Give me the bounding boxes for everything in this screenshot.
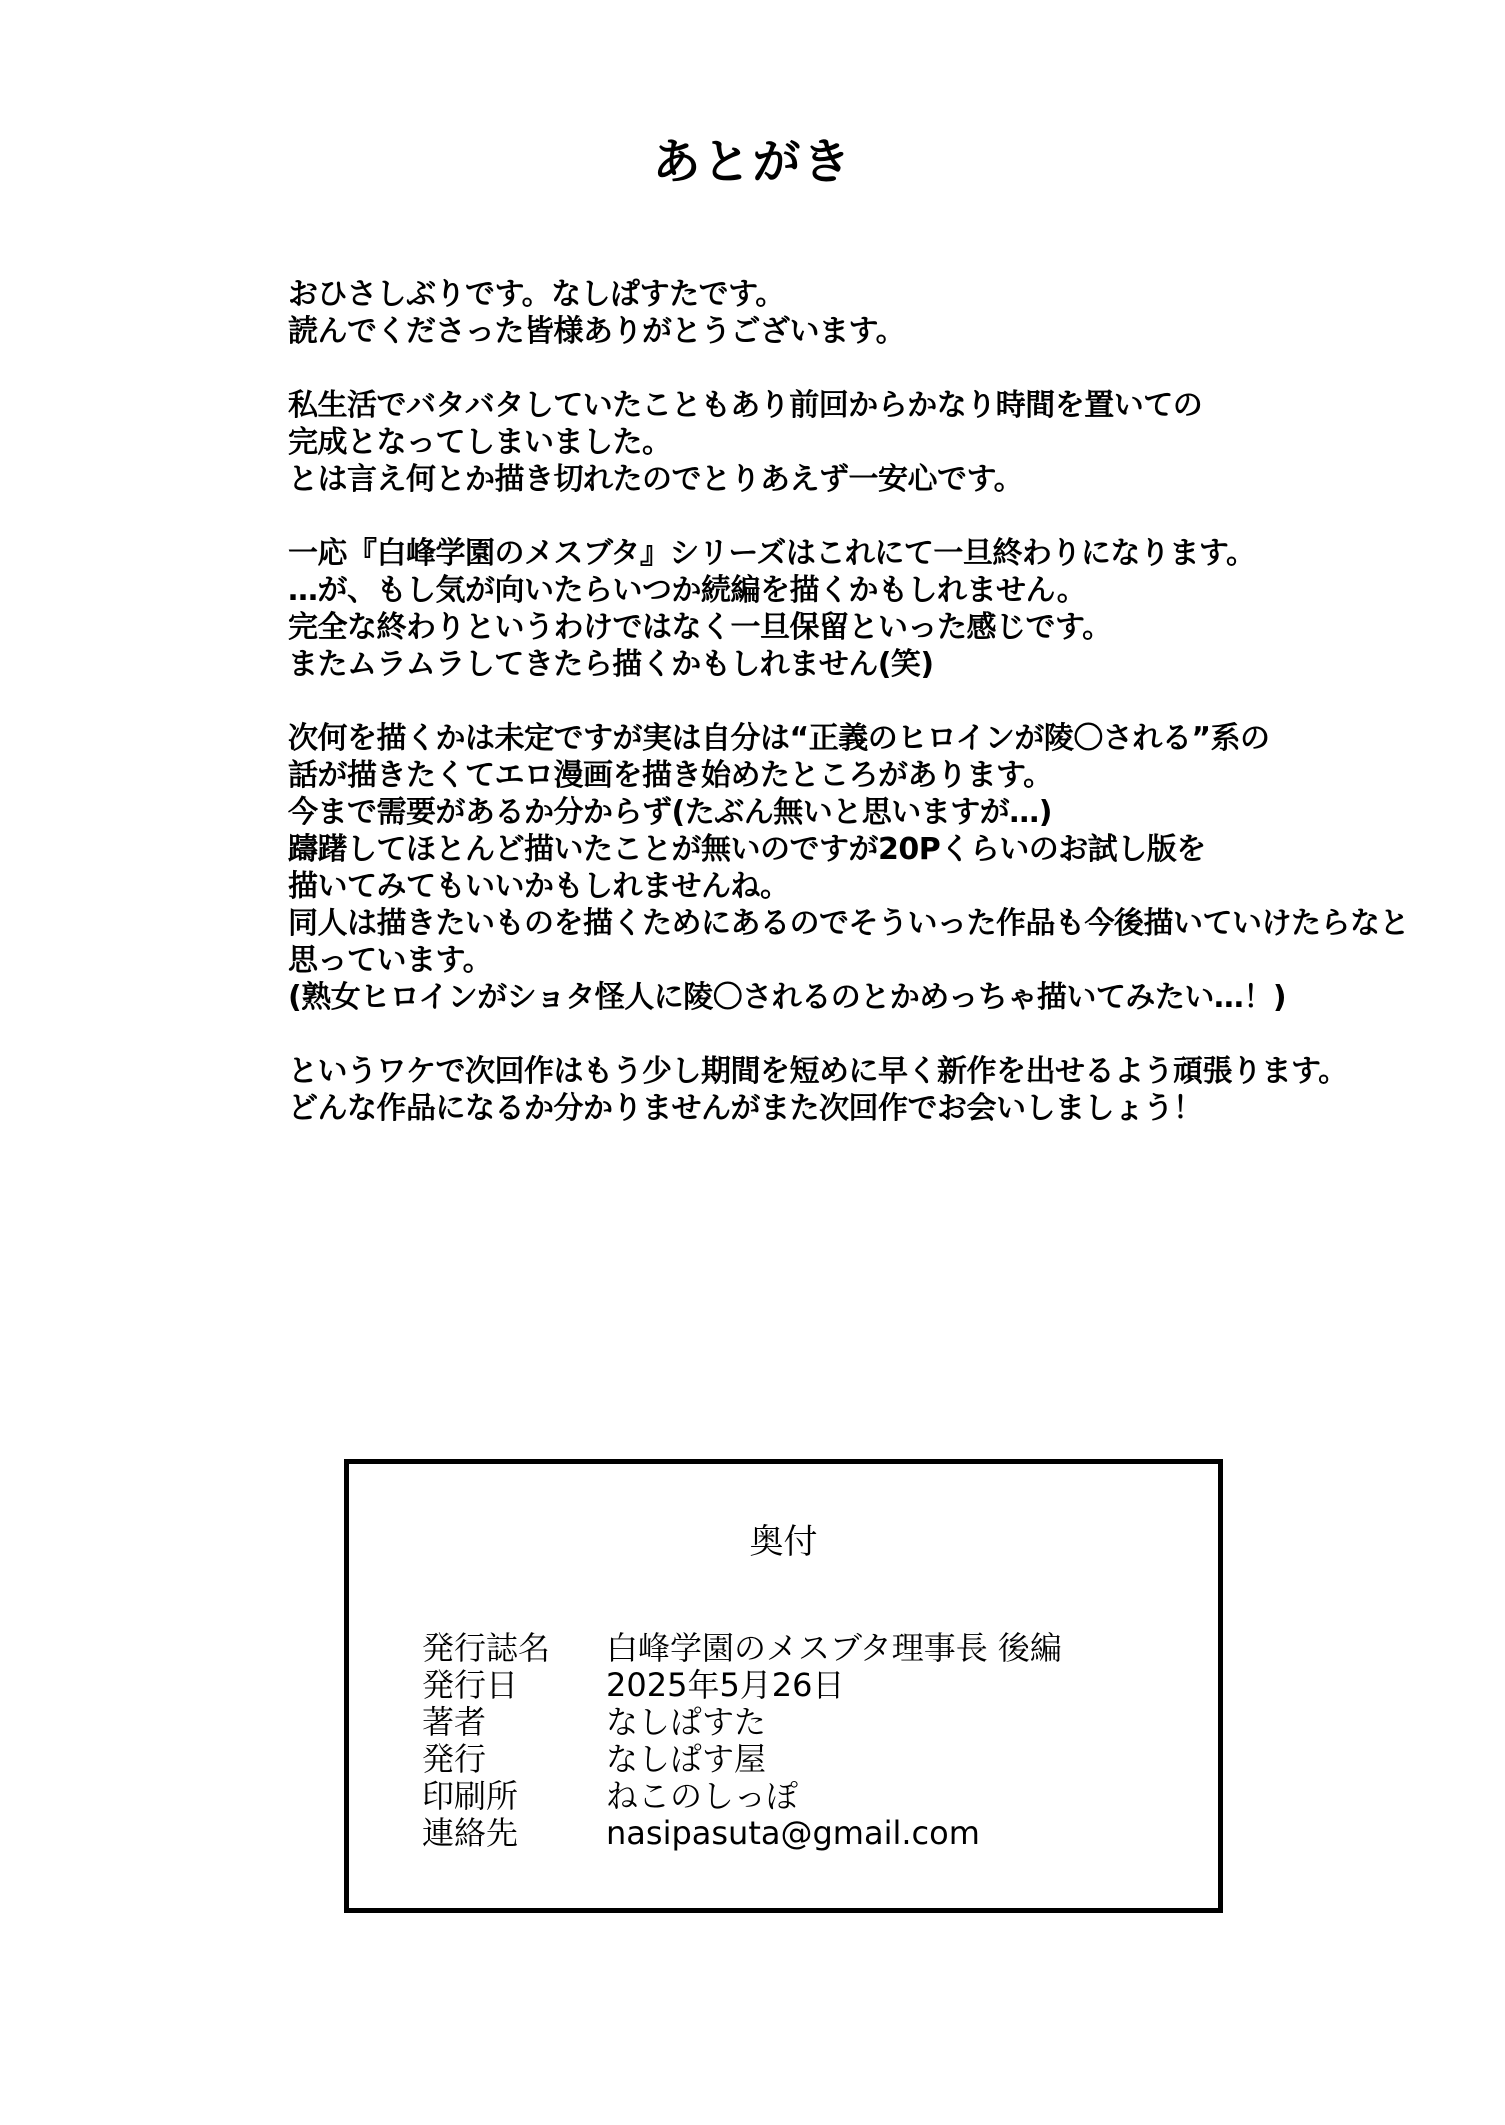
afterword-line: 私生活でバタバタしていたこともあり前回からかなり時間を置いての (288, 388, 1203, 423)
afterword-line: 次何を描くかは未定ですが実は自分は“正義のヒロインが陵〇される”系の (288, 721, 1270, 756)
colophon-row-author (422, 1704, 1062, 1741)
afterword-line: おひさしぶりです。なしぱすたです。 (288, 277, 785, 312)
afterword-line: 描いてみてもいいかもしれませんね。 (288, 869, 790, 904)
afterword-line: とは言え何とか描き切れたのでとりあえず一安心です。 (288, 462, 1024, 497)
colophon-box (344, 1459, 1223, 1913)
afterword-line: どんな作品になるか分かりませんがまた次回作でお会いしましょう！ (288, 1091, 1203, 1126)
afterword-line: 完成となってしまいました。 (288, 425, 672, 460)
colophon-table (422, 1630, 1062, 1852)
afterword-body (288, 276, 1448, 1164)
colophon-value: 白峰学園のメスブタ理事長 後編 (606, 1629, 1062, 1667)
colophon-value: なしぱすた (606, 1703, 767, 1741)
contact-email: nasipasuta@gmail.com (606, 1814, 980, 1852)
colophon-row-title (422, 1630, 1062, 1667)
afterword-line: というワケで次回作はもう少し期間を短めに早く新作を出せるよう頑張ります。 (288, 1054, 1348, 1089)
colophon-value: なしぱす屋 (606, 1740, 767, 1778)
colophon-label: 著者 (422, 1703, 487, 1741)
afterword-paragraph (288, 720, 1448, 1016)
afterword-paragraph (288, 535, 1448, 683)
colophon-value: 2025年5月26日 (606, 1666, 845, 1704)
colophon-row-contact (422, 1815, 1062, 1852)
colophon-label: 発行日 (422, 1666, 519, 1704)
afterword-paragraph (288, 1053, 1448, 1127)
colophon-row-date (422, 1667, 1062, 1704)
afterword-paragraph (288, 387, 1448, 498)
afterword-line: 今まで需要があるか分からず(たぶん無いと思いますが…) (288, 795, 1052, 830)
afterword-line: 話が描きたくてエロ漫画を描き始めたところがあります。 (288, 758, 1053, 793)
afterword-line: …が、もし気が向いたらいつか続編を描くかもしれません。 (288, 573, 1087, 608)
afterword-line: 完全な終わりというわけではなく一旦保留といった感じです。 (288, 610, 1112, 645)
afterword-line: 思っています。 (288, 943, 493, 978)
colophon-label: 連絡先 (422, 1814, 519, 1852)
colophon-label: 発行 (422, 1740, 487, 1778)
afterword-line: 躊躇してほとんど描いたことが無いのですが20Pくらいのお試し版を (288, 832, 1206, 867)
colophon-row-printer (422, 1778, 1062, 1815)
colophon-heading: 奥付 (749, 1522, 818, 1562)
afterword-line: 同人は描きたいものを描くためにあるのでそういった作品も今後描いていけたらなと (288, 906, 1409, 941)
colophon-label: 発行誌名 (422, 1629, 551, 1667)
afterword-line: 一応『白峰学園のメスブタ』シリーズはこれにて一旦終わりになります。 (288, 536, 1256, 571)
afterword-line: またムラムラしてきたら描くかもしれません(笑) (288, 647, 934, 682)
page-title: あとがき (652, 134, 853, 190)
colophon-value: ねこのしっぽ (606, 1777, 799, 1815)
colophon-row-publisher (422, 1741, 1062, 1778)
afterword-line: 読んでくださった皆様ありがとうございます。 (288, 314, 906, 349)
afterword-line: (熟女ヒロインがショタ怪人に陵〇されるのとかめっちゃ描いてみたい…！) (288, 980, 1287, 1015)
afterword-paragraph (288, 276, 1448, 350)
colophon-label: 印刷所 (422, 1777, 519, 1815)
